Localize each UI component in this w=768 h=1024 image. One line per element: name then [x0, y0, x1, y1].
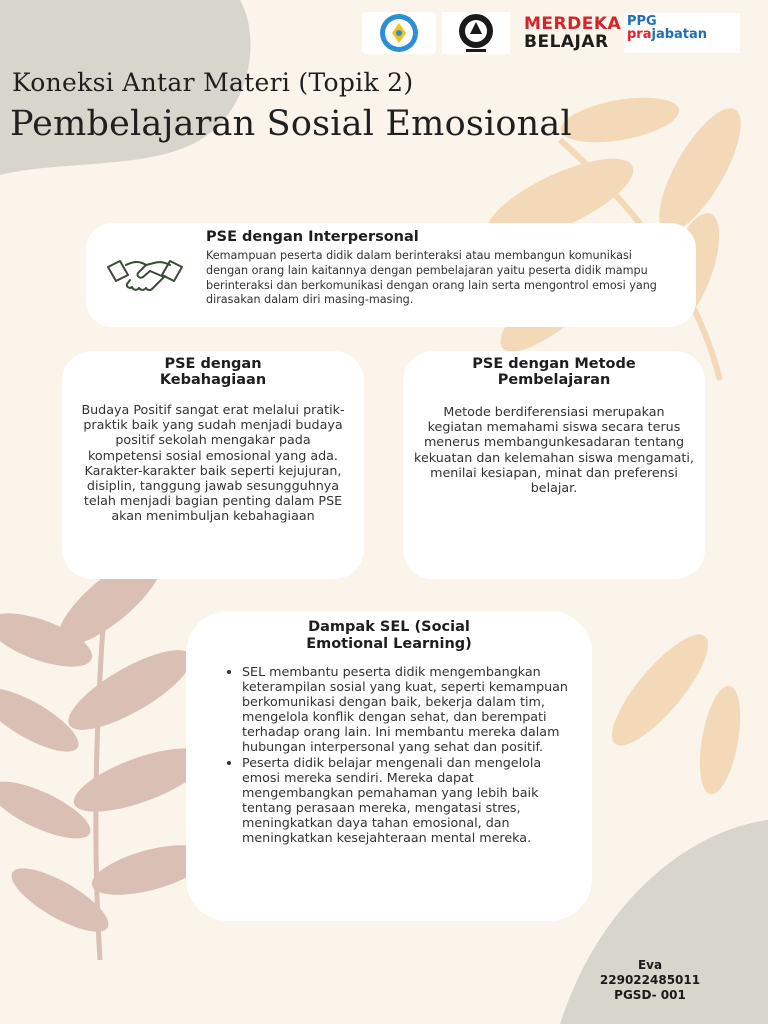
ppg-prajabatan-logo — [624, 13, 740, 53]
author-info — [560, 958, 740, 1003]
dampak-title-line2: Emotional Learning) — [306, 635, 472, 652]
ppg-text: PPG — [627, 14, 657, 29]
merdeka-text: MERDEKA — [524, 14, 622, 34]
page-title: Pembelajaran Sosial Emosional — [10, 104, 572, 144]
prajabatan-suffix: jabatan — [651, 27, 708, 42]
author-class: PGSD- 001 — [614, 988, 686, 1002]
page-subtitle: Koneksi Antar Materi (Topik 2) — [12, 68, 414, 97]
card-interpersonal — [86, 223, 696, 327]
interpersonal-title: PSE dengan Interpersonal — [206, 229, 419, 245]
dampak-bullet: • Peserta didik belajar mengenali dan mengelola emosi mereka sendiri. Mereka dapat mengembangkan pemahaman yang lebih baik tentang perasaan mereka, mengatasi stres, meningkatkan daya tahan emosional, dan meningkatkan kesejahteraan mental mereka. — [242, 755, 568, 846]
author-nim: 229022485011 — [599, 973, 701, 987]
metode-title — [403, 356, 705, 388]
card-metode-pembelajaran — [403, 351, 705, 579]
dampak-bullet: • SEL membantu peserta didik mengembangkan keterampilan sosial yang kuat, seperti kemampuan berkomunikasi dengan baik, bekerja dalam tim, mengelola konflik dengan sehat, dan berempati terhadap orang lain. Ini membantu mereka dalam hubungan interpersonal yang sehat dan positif. — [242, 664, 568, 755]
metode-title-line1: PSE dengan Metode — [472, 356, 636, 372]
card-kebahagiaan — [62, 351, 364, 579]
logo-bar — [362, 12, 740, 54]
peach-leaf-right — [598, 622, 747, 797]
kebahagiaan-text: Budaya Positif sangat erat melalui pratik-praktik baik yang sudah menjadi budaya positif sekolah mengakar pada kompetensi sosial emosional yang ada. Karakter-karakter baik seperti kejujuran, disiplin, tanggung jawab sesungguhnya telah menjadi bagian penting dalam PSE akan menimbuljan kebahagiaan — [81, 402, 345, 524]
merdeka-belajar-logo — [524, 14, 622, 53]
handshake-icon — [106, 253, 184, 297]
dampak-title-line1: Dampak SEL (Social — [308, 619, 470, 635]
interpersonal-text: Kemampuan peserta didik dalam berinteraksi atau membangun komunikasi dengan orang lain kaitannya dengan pembelajaran yaitu peserta didik mampu berinteraksi dan berkomunikasi dengan orang lain serta mengontrol emosi yang dirasakan dalam diri masing-masing. — [206, 249, 657, 307]
dampak-list — [186, 664, 568, 845]
kebahagiaan-title-line1: PSE dengan — [164, 356, 262, 372]
metode-text: Metode berdiferensiasi merupakan kegiatan memahami siswa secara terus menerus membangunkesadaran tentang kekuatan dan kelemahan siswa mengamati, menilai kesiapan, minat dan preferensi belajar. — [414, 404, 694, 496]
kebahagiaan-title-line2: Kebahagiaan — [159, 372, 267, 388]
belajar-text: BELAJAR — [524, 32, 609, 52]
kebahagiaan-title — [62, 356, 364, 388]
prajabatan-prefix: pra — [627, 27, 652, 42]
dampak-title — [186, 619, 592, 652]
unm-logo — [442, 12, 510, 54]
prajabatan-text — [627, 27, 707, 42]
author-name: Eva — [637, 958, 663, 972]
card-dampak-sel — [186, 611, 592, 921]
metode-title-line2: Pembelajaran — [497, 372, 611, 388]
kemdikbud-logo — [362, 12, 436, 54]
